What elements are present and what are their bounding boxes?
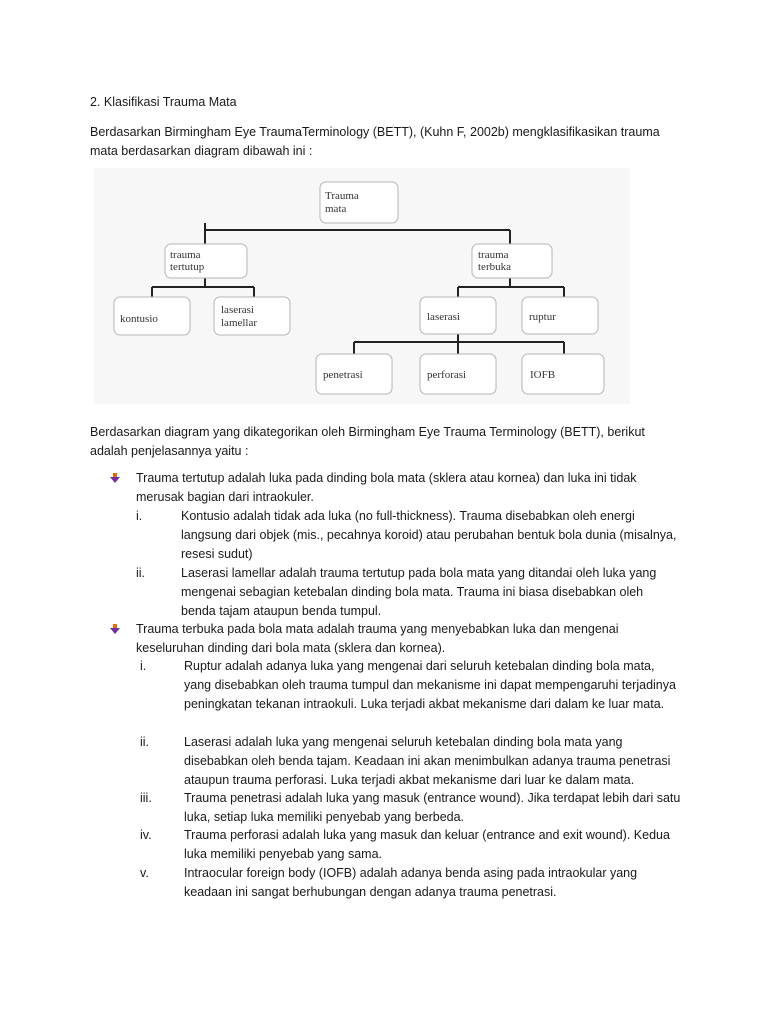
list-item-text: Ruptur adalah adanya luka yang mengenai dari seluruh ketebalan dinding bola mata, yang disebabkan oleh trauma tumpul dan mekanisme ini dapat mempengaruhi terjadinya peningkatan tekanan intraokuli. Luka terjadi akbat mekanisme dari dalam ke luar mata. — [184, 659, 676, 711]
list-number: i. — [140, 659, 147, 673]
list-number: iv. — [140, 828, 152, 842]
arrow-down-bullet-icon — [110, 624, 120, 634]
label-laserasi: laserasi — [427, 311, 460, 323]
closed-trauma-text: Trauma tertutup adalah luka pada dinding bola mata (sklera atau kornea) dan luka ini tidak merusak bagian dari intraokuler. — [136, 471, 637, 504]
label-lamellar-2: lamellar — [221, 317, 258, 329]
intro-paragraph: Berdasarkan Birmingham Eye TraumaTerminology (BETT), (Kuhn F, 2002b) mengklasifikasikan trauma mata berdasarkan diagram dibawah ini : — [90, 125, 660, 158]
list-item-text: Trauma penetrasi adalah luka yang masuk (entrance wound). Jika terdapat lebih dari satu luka, setiap luka memiliki penyebab yang berbeda. — [184, 791, 681, 824]
label-perforasi: perforasi — [427, 369, 467, 381]
list-number: iii. — [140, 791, 152, 805]
explanation-paragraph: Berdasarkan diagram yang dikategorikan oleh Birmingham Eye Trauma Terminology (BETT), berikut adalah penjelasannya yaitu : — [90, 425, 645, 458]
arrow-down-bullet-icon — [110, 473, 120, 483]
list-item-text: Trauma perforasi adalah luka yang masuk dan keluar (entrance and exit wound). Kedua luka memiliki penyebab yang sama. — [184, 828, 670, 861]
label-root-2: mata — [325, 203, 347, 215]
label-open-2: terbuka — [478, 261, 511, 273]
list-item-text: Intraocular foreign body (IOFB) adalah adanya benda asing pada intraokular yang keadaan ini sangat berhubungan dengan adanya trauma penetrasi. — [184, 866, 638, 899]
label-open-1: trauma — [478, 249, 509, 261]
label-iofb: IOFB — [530, 369, 556, 381]
list-item-text: Kontusio adalah tidak ada luka (no full-thickness). Trauma disebabkan oleh energi langsung dari objek (mis., pecahnya koroid) atau perubahan bentuk bola dunia (misalnya, resesi sudut) — [181, 509, 677, 561]
list-item-text: Laserasi adalah luka yang mengenai seluruh ketebalan dinding bola mata yang disebabkan oleh benda tajam. Keadaan ini akan menimbulkan adanya trauma penetrasi ataupun trauma perforasi. Luka terjadi akbat mekanisme dari luar ke dalam mata. — [184, 735, 671, 787]
label-lamellar-1: laserasi — [221, 304, 254, 316]
label-root-1: Trauma — [325, 190, 359, 202]
list-number: v. — [140, 866, 149, 880]
label-closed-2: tertutup — [170, 261, 205, 273]
open-trauma-text: Trauma terbuka pada bola mata adalah trauma yang menyebabkan luka dan mengenai keseluruhan dinding dari bola mata (sklera dan kornea). — [136, 622, 619, 655]
section-heading: 2. Klasifikasi Trauma Mata — [90, 95, 237, 109]
label-penetrasi: penetrasi — [323, 369, 363, 381]
classification-diagram — [94, 168, 630, 404]
label-ruptur: ruptur — [529, 311, 556, 323]
list-number: ii. — [140, 735, 150, 749]
list-number: ii. — [136, 566, 146, 580]
list-item-text: Laserasi lamellar adalah trauma tertutup pada bola mata yang ditandai oleh luka yang mengenai sebagian ketebalan dinding bola mata. Trauma ini biasa disebabkan oleh benda tajam ataupun benda tumpul. — [181, 566, 657, 618]
label-kontusio: kontusio — [120, 313, 158, 325]
list-number: i. — [136, 509, 143, 523]
node-laserasi-lamellar — [214, 297, 290, 335]
label-closed-1: trauma — [170, 249, 201, 261]
